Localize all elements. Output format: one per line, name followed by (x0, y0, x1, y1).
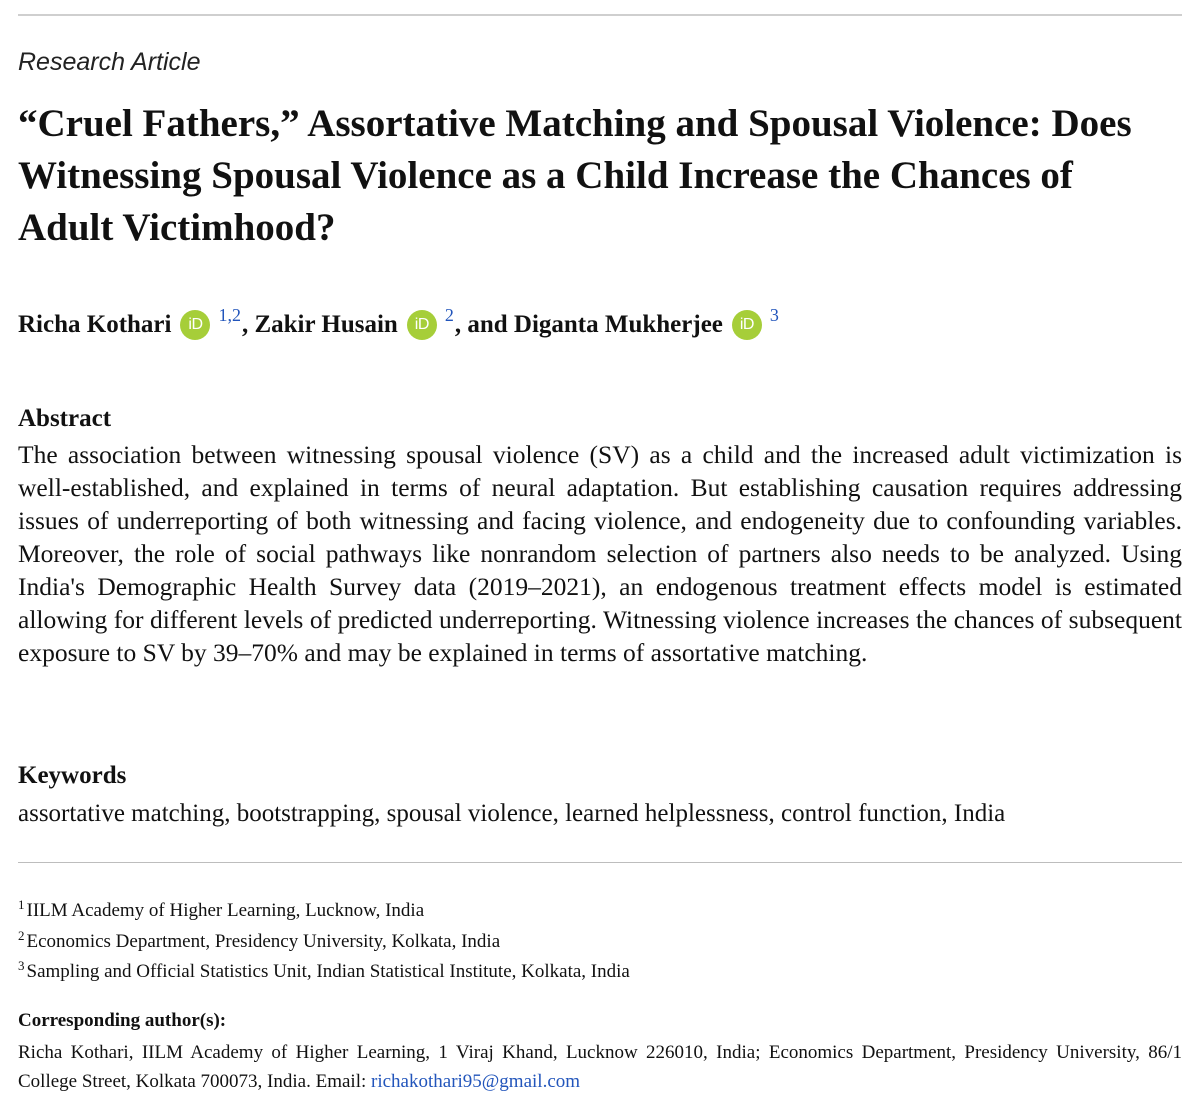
orcid-icon[interactable]: iD (732, 310, 762, 340)
orcid-icon[interactable]: iD (180, 310, 210, 340)
affiliations-list (18, 896, 630, 988)
affiliation-text: IILM Academy of Higher Learning, Lucknow, India (26, 900, 425, 921)
abstract-body: The association between witnessing spousal violence (SV) as a child and the increased adult victimization is well-established, and explained in terms of neural adaptation. But establishing causation requires addressing issues of underreporting of both witnessing and facing violence, and endogeneity due to confounding variables. Moreover, the role of social pathways like nonrandom selection of partners also needs to be analyzed. Using India's Demographic Health Survey data (2019–2021), an endogenous treatment effects model is estimated allowing for different levels of predicted underreporting. Witnessing violence increases the chances of subsequent exposure to SV by 39–70% and may be explained in terms of assortative matching. (18, 440, 1182, 667)
corresponding-author-heading: Corresponding author(s): (18, 1010, 227, 1031)
author-name[interactable]: Diganta Mukherjee (513, 311, 723, 338)
corresponding-author-address: Richa Kothari, IILM Academy of Higher Learning, 1 Viraj Khand, Lucknow 226010, India; Economics Department, Presidency University, 86/1 College Street, Kolkata 700073, India. Email: (18, 1042, 1182, 1092)
author-affiliation-ref[interactable]: 1,2 (218, 304, 241, 325)
author-affiliation-ref[interactable]: 2 (444, 304, 454, 325)
affiliation-item (18, 957, 630, 988)
email-link[interactable]: richakothari95@gmail.com (371, 1071, 581, 1092)
keywords-list: assortative matching, bootstrapping, spousal violence, learned helplessness, control function, India (18, 800, 1006, 827)
top-divider (18, 14, 1182, 16)
orcid-icon[interactable]: iD (407, 310, 437, 340)
author-separator: , (241, 311, 255, 338)
affiliation-item (18, 927, 630, 958)
author-name[interactable]: Zakir Husain (254, 311, 398, 338)
article-title: “Cruel Fathers,” Assortative Matching and Spousal Violence: Does Witnessing Spousal Violence as a Child Increase the Chances of Adult Victimhood? (18, 102, 1132, 249)
affiliation-text: Sampling and Official Statistics Unit, Indian Statistical Institute, Kolkata, India (26, 961, 630, 982)
article-type-label: Research Article (18, 48, 201, 76)
keywords-heading: Keywords (18, 762, 127, 789)
author-list (18, 304, 780, 340)
affiliation-number: 1 (18, 897, 25, 912)
affiliation-item (18, 896, 630, 927)
affiliation-number: 3 (18, 958, 25, 973)
footer-divider (18, 862, 1182, 863)
affiliation-text: Economics Department, Presidency University, Kolkata, India (26, 930, 501, 952)
author-separator: , and (454, 311, 514, 338)
author-name[interactable]: Richa Kothari (18, 311, 172, 338)
author-affiliation-ref[interactable]: 3 (769, 304, 779, 325)
affiliation-number: 2 (18, 927, 25, 943)
corresponding-author-details (18, 1038, 1182, 1096)
abstract-heading: Abstract (18, 405, 112, 432)
